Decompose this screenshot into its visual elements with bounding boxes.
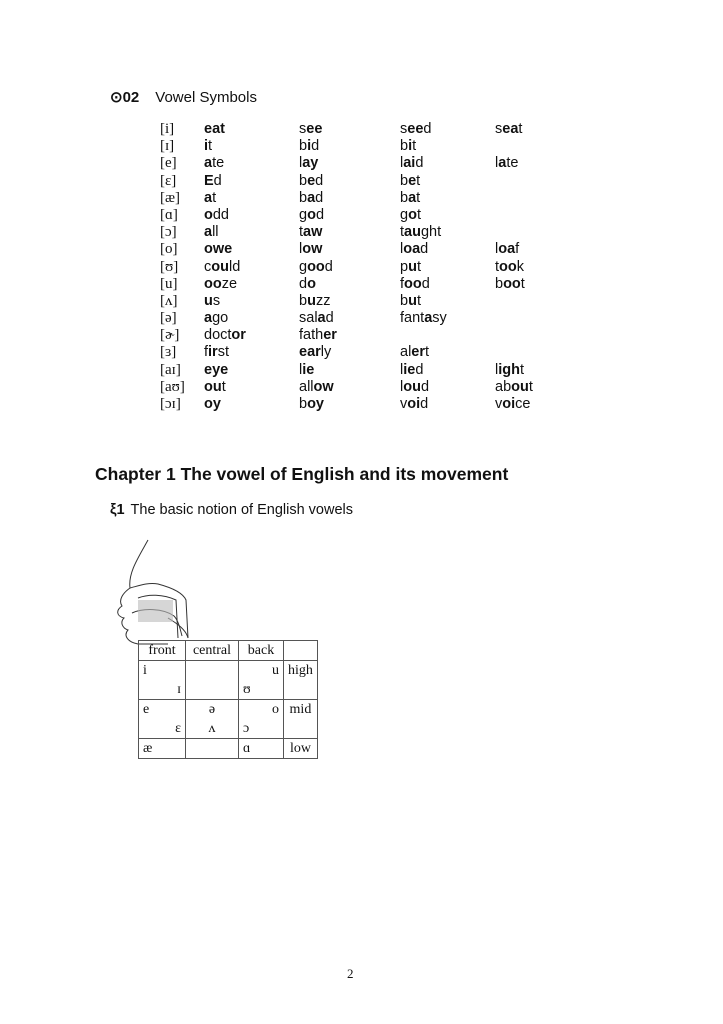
example-word: owe bbox=[204, 241, 233, 258]
example-word: could bbox=[204, 258, 241, 275]
vowel-cell: ɪ bbox=[139, 680, 186, 700]
page-number: 2 bbox=[347, 966, 354, 981]
vowel-row bbox=[160, 379, 555, 396]
example-word: put bbox=[400, 258, 421, 275]
example-word: low bbox=[299, 241, 323, 258]
ipa-symbol: [aʊ] bbox=[160, 378, 185, 395]
vowel-cell: æ bbox=[139, 739, 186, 759]
example-word: lay bbox=[299, 155, 319, 172]
vowel-row bbox=[160, 138, 555, 155]
vowel-row bbox=[160, 344, 555, 361]
example-word: bit bbox=[400, 138, 417, 155]
example-word: fantasy bbox=[400, 310, 447, 327]
ipa-symbol: [ɔ] bbox=[160, 224, 177, 241]
ipa-symbol: [ɜ] bbox=[160, 344, 177, 361]
example-word bbox=[495, 173, 555, 190]
section-header bbox=[110, 88, 257, 106]
example-word: laid bbox=[400, 155, 424, 172]
example-word: loaf bbox=[495, 241, 520, 258]
vowel-row bbox=[160, 259, 555, 276]
example-word: early bbox=[299, 344, 332, 361]
example-word: light bbox=[495, 361, 525, 378]
example-word: ooze bbox=[204, 275, 238, 292]
example-word: about bbox=[495, 378, 533, 395]
vowel-row bbox=[160, 310, 555, 327]
example-word: salad bbox=[299, 310, 334, 327]
example-word bbox=[400, 327, 495, 344]
ipa-symbol: [ɔɪ] bbox=[160, 396, 181, 412]
chart-header: central bbox=[186, 641, 239, 661]
ipa-symbol: [ə] bbox=[160, 310, 177, 327]
height-label: high bbox=[284, 661, 318, 681]
ipa-symbol: [o] bbox=[160, 241, 178, 258]
example-word: boot bbox=[495, 275, 525, 292]
example-word: seat bbox=[495, 121, 523, 137]
example-word: alert bbox=[400, 344, 430, 361]
example-word: it bbox=[204, 138, 213, 155]
example-word: allow bbox=[299, 378, 334, 395]
example-word: Ed bbox=[204, 172, 222, 189]
example-word: father bbox=[299, 327, 337, 344]
example-word bbox=[495, 327, 555, 344]
example-word bbox=[495, 344, 555, 361]
vowel-row bbox=[160, 224, 555, 241]
example-word: voice bbox=[495, 396, 531, 412]
vowel-row bbox=[160, 155, 555, 172]
vowel-row bbox=[160, 276, 555, 293]
section-title: Vowel Symbols bbox=[155, 89, 257, 106]
example-word: ago bbox=[204, 310, 229, 327]
vowel-row bbox=[160, 362, 555, 379]
ipa-symbol: [aɪ] bbox=[160, 361, 181, 378]
vowel-cell: ʊ bbox=[239, 680, 284, 700]
example-word bbox=[495, 207, 555, 224]
example-word bbox=[495, 138, 555, 155]
chart-row bbox=[139, 739, 318, 759]
ipa-symbol: [i] bbox=[160, 121, 175, 137]
vowel-row bbox=[160, 190, 555, 207]
vowel-row bbox=[160, 293, 555, 310]
example-word bbox=[495, 293, 555, 310]
vowel-symbols-table bbox=[160, 121, 555, 413]
example-word: out bbox=[204, 378, 226, 395]
ipa-symbol: [ɪ] bbox=[160, 138, 175, 155]
example-word bbox=[495, 310, 555, 327]
example-word: but bbox=[400, 292, 421, 309]
example-word: lie bbox=[299, 361, 315, 378]
height-label: low bbox=[284, 739, 318, 759]
vowel-row bbox=[160, 241, 555, 258]
ipa-symbol: [ɛ] bbox=[160, 172, 177, 189]
ipa-symbol: [æ] bbox=[160, 189, 180, 206]
example-word: oy bbox=[204, 396, 221, 412]
ipa-symbol: [ʌ] bbox=[160, 292, 178, 309]
example-word: ate bbox=[204, 155, 225, 172]
vowel-quadrilateral-chart bbox=[138, 640, 318, 759]
ipa-symbol: [e] bbox=[160, 155, 177, 172]
circled-dot-icon: ⊙ bbox=[110, 89, 123, 106]
subsection-heading bbox=[110, 502, 353, 518]
ipa-symbol: [ɑ] bbox=[160, 206, 178, 223]
vowel-cell bbox=[186, 680, 239, 700]
ipa-symbol: [u] bbox=[160, 275, 178, 292]
section-number: ⊙02 bbox=[110, 89, 140, 106]
height-label bbox=[284, 680, 318, 700]
example-word: odd bbox=[204, 206, 229, 223]
example-word: got bbox=[400, 206, 421, 223]
example-word: bid bbox=[299, 138, 320, 155]
example-word: god bbox=[299, 206, 325, 223]
vowel-cell: ɑ bbox=[239, 739, 284, 759]
example-word: load bbox=[400, 241, 429, 258]
vowel-row bbox=[160, 121, 555, 138]
chart-row bbox=[139, 719, 318, 739]
vowel-cell bbox=[186, 739, 239, 759]
chapter-title: Chapter 1 The vowel of English and its movement bbox=[95, 464, 509, 484]
height-label: mid bbox=[284, 700, 318, 720]
example-word: doctor bbox=[204, 327, 246, 344]
example-word: late bbox=[495, 155, 519, 172]
example-word: do bbox=[299, 275, 316, 292]
example-word: see bbox=[299, 121, 323, 137]
ipa-symbol: [ʊ] bbox=[160, 258, 179, 275]
vowel-row bbox=[160, 396, 555, 413]
example-word bbox=[495, 224, 555, 241]
chart-row bbox=[139, 700, 318, 720]
example-word: bet bbox=[400, 172, 421, 189]
vowel-row bbox=[160, 327, 555, 344]
vowel-cell: ʌ bbox=[186, 719, 239, 739]
example-word: first bbox=[204, 344, 229, 361]
vowel-cell: ɔ bbox=[239, 719, 284, 739]
example-word: eye bbox=[204, 361, 229, 378]
example-word: us bbox=[204, 292, 221, 309]
example-word: eat bbox=[204, 121, 225, 137]
vowel-cell: o bbox=[239, 700, 284, 720]
chart-row bbox=[139, 661, 318, 681]
vowel-cell: ɛ bbox=[139, 719, 186, 739]
vowel-row bbox=[160, 173, 555, 190]
example-word: bat bbox=[400, 189, 421, 206]
example-word: at bbox=[204, 189, 217, 206]
example-word: food bbox=[400, 275, 430, 292]
subsection-title: The basic notion of English vowels bbox=[130, 502, 353, 518]
vowel-cell: ə bbox=[186, 700, 239, 720]
example-word: bed bbox=[299, 172, 324, 189]
height-label bbox=[284, 719, 318, 739]
example-word: loud bbox=[400, 378, 430, 395]
example-word: seed bbox=[400, 121, 432, 137]
ipa-symbol: [ɚ] bbox=[160, 327, 180, 344]
chart-header: back bbox=[239, 641, 284, 661]
vowel-cell: e bbox=[139, 700, 186, 720]
vowel-row bbox=[160, 207, 555, 224]
example-word: taw bbox=[299, 224, 323, 241]
vowel-cell bbox=[186, 661, 239, 681]
example-word bbox=[495, 190, 555, 207]
subsection-number: ξ1 bbox=[110, 502, 125, 518]
vowel-cell: i bbox=[139, 661, 186, 681]
example-word: lied bbox=[400, 361, 424, 378]
example-word: buzz bbox=[299, 292, 331, 309]
example-word: bad bbox=[299, 189, 324, 206]
example-word: taught bbox=[400, 224, 442, 241]
example-word: all bbox=[204, 224, 219, 241]
chart-row bbox=[139, 680, 318, 700]
example-word: void bbox=[400, 396, 429, 412]
example-word: took bbox=[495, 258, 524, 275]
example-word: good bbox=[299, 258, 333, 275]
chart-header bbox=[284, 641, 318, 661]
vocal-tract-diagram bbox=[108, 538, 218, 648]
example-word: boy bbox=[299, 396, 324, 412]
vowel-cell: u bbox=[239, 661, 284, 681]
chart-header: front bbox=[139, 641, 186, 661]
